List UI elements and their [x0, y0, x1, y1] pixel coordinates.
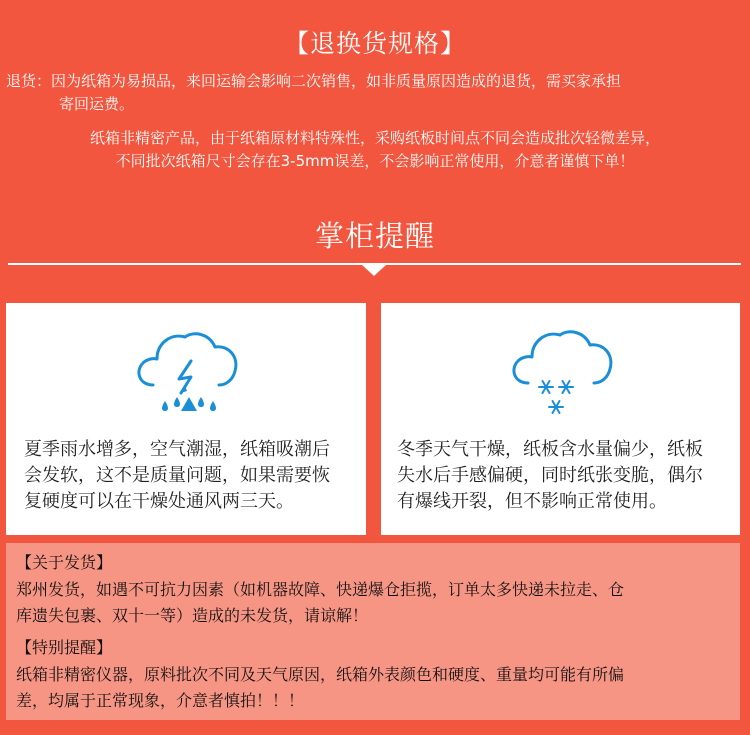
shipping-text-line: 库遗失包裹、双十一等）造成的未发货，请谅解！: [16, 606, 369, 625]
page-title: 【退换货规格】: [283, 29, 466, 58]
shipping-heading: 【关于发货】: [16, 553, 113, 572]
snow-cloud-icon: [506, 325, 616, 425]
card-text-line: 复硬度可以在干燥处通风两三天。: [24, 491, 294, 512]
return-policy-line: 寄回运费。: [59, 95, 135, 113]
special-text: [16, 662, 732, 714]
reminder-title: 掌柜提醒: [314, 219, 435, 253]
product-note-line: 不同批次纸箱尺寸会存在3-5mm误差，不会影响正常使用，介意者谨慎下单！: [115, 152, 635, 170]
return-policy: [6, 70, 746, 116]
rain-thunder-cloud-icon: [131, 325, 241, 425]
summer-card-text: [24, 437, 352, 515]
shipping-text: [16, 577, 732, 629]
winter-card: [381, 303, 740, 535]
notice-panel: [6, 543, 740, 720]
card-text-line: 冬季天气干燥，纸板含水量偏少，纸板: [397, 439, 703, 460]
special-text-line: 纸箱非精密仪器，原料批次不同及天气原因，纸箱外表颜色和硬度、重量均可能有所偏: [16, 665, 625, 684]
card-text-line: 夏季雨水增多，空气潮湿，纸箱吸潮后: [24, 439, 330, 460]
special-heading: 【特别提醒】: [16, 638, 113, 657]
shipping-text-line: 郑州发货，如遇不可抗力因素（如机器故障、快递爆仓拒揽，订单太多快递未拉走、仓: [16, 580, 625, 599]
product-note-line: 纸箱非精密产品，由于纸箱原材料特殊性，采购纸板时间点不同会造成批次轻微差异，: [89, 129, 660, 147]
product-note: [0, 127, 750, 173]
card-text-line: 会发软，这不是质量问题，如果需要恢: [24, 465, 330, 486]
winter-card-text: [397, 437, 726, 515]
summer-card: [6, 303, 366, 535]
card-text-line: 失水后手感偏硬，同时纸张变脆，偶尔: [397, 465, 703, 486]
return-policy-line: 退货：因为纸箱为易损品，来回运输会影响二次销售，如非质量原因造成的退货，需买家承担: [6, 72, 622, 90]
card-text-line: 有爆线开裂，但不影响正常使用。: [397, 491, 667, 512]
down-arrow-indicator: [362, 265, 386, 276]
special-text-line: 差，均属于正常现象，介意者慎拍！！！: [16, 691, 305, 710]
